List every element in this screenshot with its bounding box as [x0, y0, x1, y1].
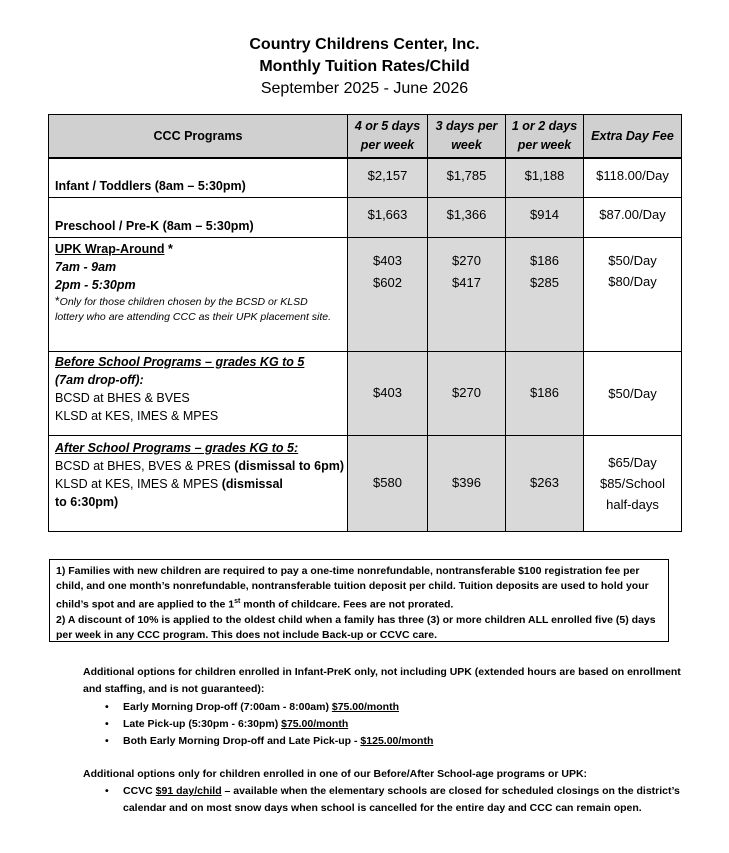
additional-options-school-age [83, 766, 703, 817]
additional-1-list [83, 699, 693, 750]
rate-before-4-5: $403 [348, 351, 428, 435]
program-before-school [49, 351, 348, 435]
table-row-infant [49, 158, 682, 197]
header-programs: CCC Programs [49, 115, 348, 159]
rate-preschool-3: $1,366 [428, 197, 506, 237]
upk-title: UPK Wrap-Around [55, 241, 165, 256]
before-title: Before School Programs – grades KG to 5 [55, 354, 305, 369]
before-subtitle: (7am drop-off): [55, 372, 144, 387]
before-line-2: KLSD at KES, IMES & MPES [55, 408, 219, 423]
extra-preschool: $87.00/Day [584, 197, 682, 237]
header-3-days: 3 days per week [428, 115, 506, 159]
header-1-2-days: 1 or 2 days per week [506, 115, 584, 159]
extra-before: $50/Day [584, 351, 682, 435]
header-extra-day-fee: Extra Day Fee [584, 115, 682, 159]
rate-upk-4-5: $403 $602 [348, 237, 428, 351]
program-preschool: Preschool / Pre-K (8am – 5:30pm) [49, 197, 348, 237]
rate-after-3: $396 [428, 435, 506, 531]
additional-1-intro: Additional options for children enrolled in Infant-PreK only, not including UPK (extended hours are based on enrollment and staffing, and is not guaranteed): [83, 666, 681, 695]
rate-upk-3: $270 $417 [428, 237, 506, 351]
list-item: • Early Morning Drop-off (7:00am - 8:00am) $75.00/month [123, 699, 693, 716]
fee-notes-box [49, 559, 669, 642]
upk-time-2: 2pm - 5:30pm [55, 277, 136, 292]
note-1: 1) Families with new children are required to pay a one-time nonrefundable, nontransferable $100 registration fee per child, and one month’s nonrefundable, nontransferable tuition deposit per child. Tuition deposits are used to hold your child’s spot and are applied to the 1st month of childcare. Fees are not prorated. [56, 565, 649, 611]
after-line-2: KLSD at KES, IMES & MPES (dismissal to 6:30pm) [55, 476, 283, 509]
extra-after: $65/Day $85/School half-days [584, 435, 682, 531]
additional-2-intro: Additional options only for children enrolled in one of our Before/After School-age programs or UPK: [83, 768, 588, 780]
before-line-1: BCSD at BHES & BVES [55, 390, 190, 405]
program-infant: Infant / Toddlers (8am – 5:30pm) [49, 158, 348, 197]
table-row-upk [49, 237, 682, 351]
upk-note: *Only for those children chosen by the BCSD or KLSD lottery who are attending CCC as their UPK placement site. [55, 293, 332, 323]
rate-before-3: $270 [428, 351, 506, 435]
rate-infant-1-2: $1,188 [506, 158, 584, 197]
rate-after-4-5: $580 [348, 435, 428, 531]
table-row-after-school [49, 435, 682, 531]
after-title: After School Programs – grades KG to 5: [55, 440, 299, 455]
list-item: • Both Early Morning Drop-off and Late Pick-up - $125.00/month [123, 733, 693, 750]
rate-before-1-2: $186 [506, 351, 584, 435]
table-row-preschool [49, 197, 682, 237]
rate-infant-4-5: $2,157 [348, 158, 428, 197]
additional-2-list [83, 783, 703, 817]
program-after-school [49, 435, 348, 531]
tuition-table [48, 114, 682, 532]
program-upk: UPK Wrap-Around * 7am - 9am 2pm - 5:30pm *Only for those children chosen by the BCSD or KLSD lottery who are attending CCC as their UPK placement site. [49, 237, 348, 351]
extra-infant: $118.00/Day [584, 158, 682, 197]
rate-preschool-1-2: $914 [506, 197, 584, 237]
note-2: 2) A discount of 10% is applied to the oldest child when a family has three (3) or more children ALL enrolled five (5) days per week in any CCC program. This does not include Back-up or CCVC care. [56, 613, 656, 641]
org-name: Country Childrens Center, Inc. [249, 36, 480, 53]
document-header [0, 34, 729, 100]
rate-preschool-4-5: $1,663 [348, 197, 428, 237]
rate-after-1-2: $263 [506, 435, 584, 531]
rate-upk-1-2: $186 $285 [506, 237, 584, 351]
list-item: • CCVC $91 day/child – available when the elementary schools are closed for scheduled closings on the district’s calendar and on most snow days when school is cancelled for the entire day and CCC can remain open. [123, 783, 703, 817]
table-row-before-school [49, 351, 682, 435]
doc-period: September 2025 - June 2026 [260, 80, 469, 97]
header-4-5-days: 4 or 5 days per week [348, 115, 428, 159]
upk-time-1: 7am - 9am [55, 259, 117, 274]
table-header-row [49, 115, 682, 159]
list-item: • Late Pick-up (5:30pm - 6:30pm) $75.00/month [123, 716, 693, 733]
extra-upk: $50/Day $80/Day [584, 237, 682, 351]
after-line-1: BCSD at BHES, BVES & PRES (dismissal to 6pm) [55, 458, 344, 473]
additional-options-infant-prek [83, 664, 693, 750]
doc-title: Monthly Tuition Rates/Child [259, 58, 470, 75]
rate-infant-3: $1,785 [428, 158, 506, 197]
